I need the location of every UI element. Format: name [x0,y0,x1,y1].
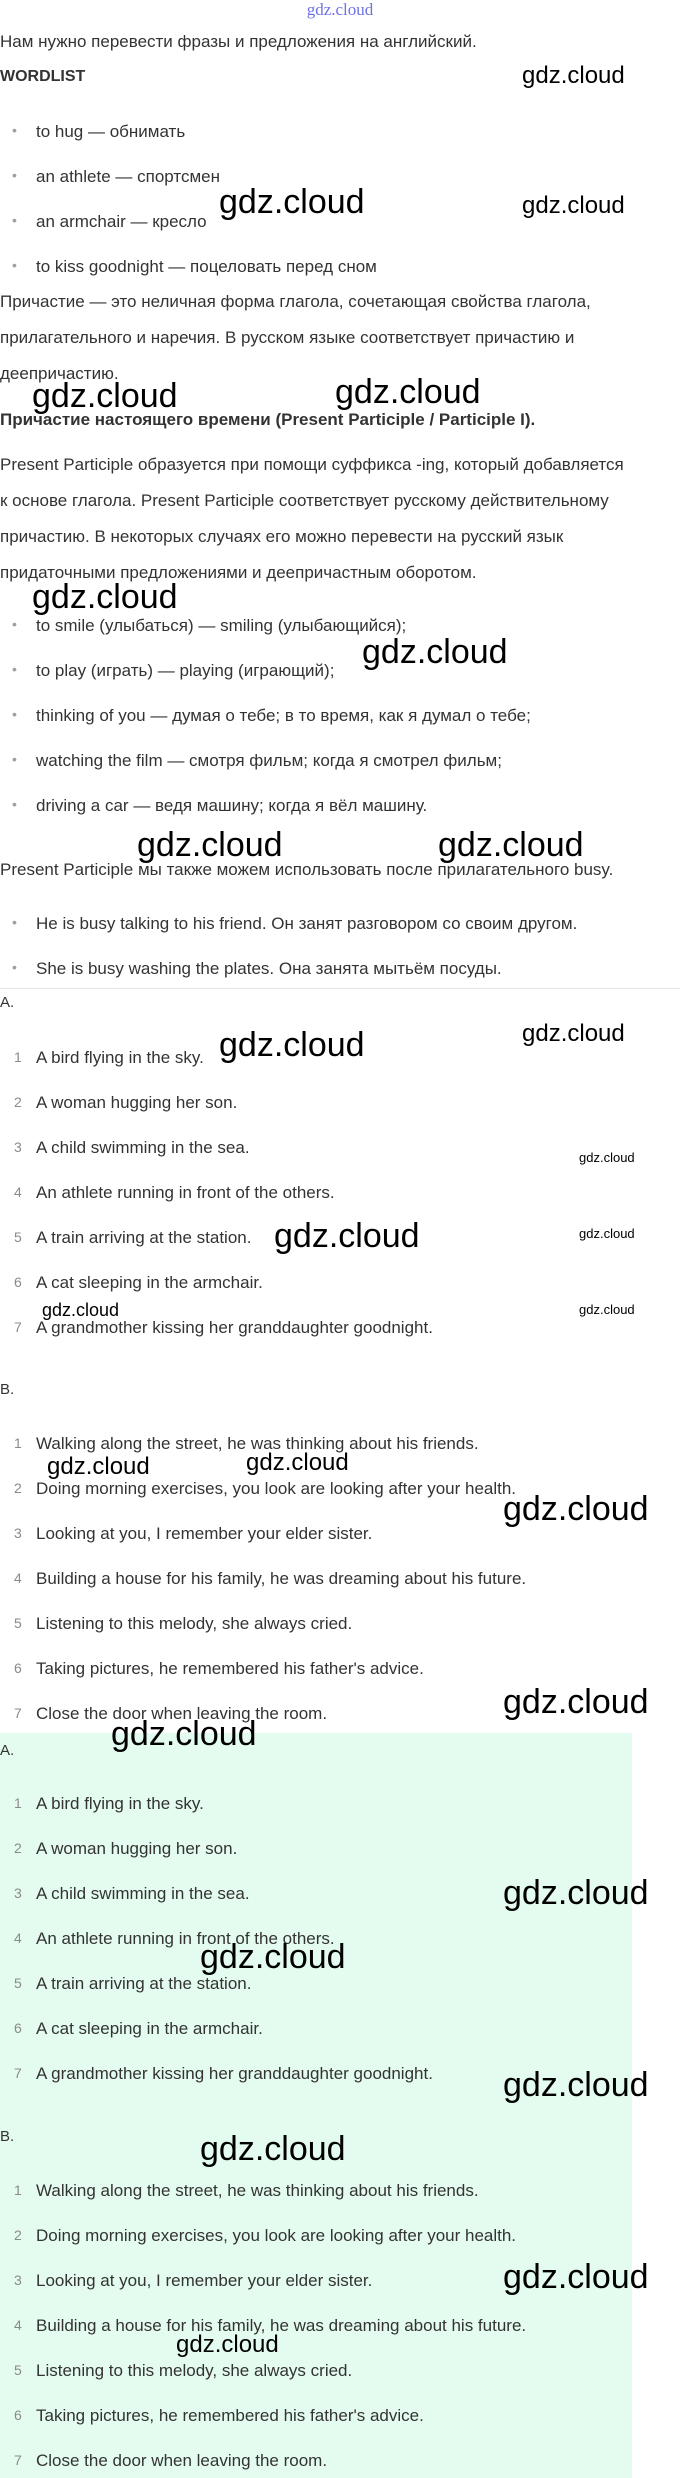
busy-example: • He is busy talking to his friend. Он занят разговором со своим другом. [36,914,577,934]
watermark-text: gdz.cloud [503,1874,649,1912]
task-b-item: Listening to this melody, she always cried. [36,1614,353,1633]
answer-a-item: A bird flying in the sky. [36,1794,204,1813]
wordlist-heading: WORDLIST [0,68,86,85]
item-number: 6 [14,1660,22,1676]
item-number: 2 [14,1840,22,1856]
example-item: • to smile (улыбаться) — smiling (улыбающийся); [36,616,406,636]
item-number: 2 [14,1094,22,1110]
answer-b-label: B. [0,2128,15,2145]
watermark-text: gdz.cloud [522,1020,625,1047]
watermark-text: gdz.cloud [503,2258,649,2296]
example-item: • to play (играть) — playing (играющий); [36,661,334,681]
answer-a-item: A child swimming in the sea. [36,1884,250,1903]
participle-intro-line: деепричастию. [0,364,119,383]
item-number: 2 [14,1480,22,1496]
answer-b-item: Doing morning exercises, you look are looking after your health. [36,2226,517,2245]
item-number: 5 [14,1229,22,1245]
answer-a-item: An athlete running in front of the others. [36,1929,335,1948]
watermark-text: gdz.cloud [219,183,365,221]
watermark-text: gdz.cloud [32,578,178,616]
watermark-text: gdz.cloud [274,1217,420,1255]
watermark-text: gdz.cloud [42,1300,120,1320]
task-a-item: A bird flying in the sky. [36,1048,204,1067]
item-number: 4 [14,2317,22,2333]
answer-a-item: A train arriving at the station. [36,1974,252,1993]
answer-a-item: A cat sleeping in the armchair. [36,2019,263,2038]
watermark-text: gdz.cloud [32,377,178,415]
answer-b-item: Walking along the street, he was thinking about his friends. [36,2181,479,2200]
item-number: 6 [14,2407,22,2423]
item-number: 3 [14,2272,22,2288]
watermark-text: gdz.cloud [579,1150,635,1165]
task-b-item: Taking pictures, he remembered his father's advice. [36,1659,424,1678]
answer-a-item: A grandmother kissing her granddaughter goodnight. [36,2064,433,2083]
item-number: 7 [14,2452,22,2468]
task-b-item: Walking along the street, he was thinking about his friends. [36,1434,479,1453]
answer-b-item: Close the door when leaving the room. [36,2451,328,2470]
site-title[interactable]: gdz.cloud [306,0,374,19]
watermark-text: gdz.cloud [503,2066,649,2104]
watermark-text: gdz.cloud [522,62,625,89]
section-b-label: B. [0,1381,15,1398]
task-a-item: A train arriving at the station. [36,1228,252,1247]
wordlist-item: • an armchair — кресло [36,212,207,232]
task-b-item: Building a house for his family, he was dreaming about his future. [36,1569,527,1588]
example-item: • watching the film — смотря фильм; когда я смотрел фильм; [36,751,502,771]
item-number: 1 [14,2182,22,2198]
watermark-text: gdz.cloud [246,1449,349,1476]
item-number: 6 [14,2020,22,2036]
task-a-item: A grandmother kissing her granddaughter goodnight. [36,1318,433,1337]
item-number: 3 [14,1885,22,1901]
task-b-item: Looking at you, I remember your elder sister. [36,1524,373,1543]
item-number: 5 [14,1975,22,1991]
watermark-text: gdz.cloud [137,826,283,864]
item-number: 1 [14,1049,22,1065]
item-number: 4 [14,1184,22,1200]
task-a-item: A cat sleeping in the armchair. [36,1273,263,1292]
wordlist-item: • an athlete — спортсмен [36,167,220,187]
watermark-text: gdz.cloud [579,1302,635,1317]
watermark-text: gdz.cloud [362,633,508,671]
task-a-item: An athlete running in front of the others. [36,1183,335,1202]
watermark-text: gdz.cloud [522,192,625,219]
watermark-text: gdz.cloud [335,373,481,411]
item-number: 3 [14,1525,22,1541]
busy-example: • She is busy washing the plates. Она занята мытьём посуды. [36,959,502,979]
item-number: 1 [14,1795,22,1811]
task-a-item: A child swimming in the sea. [36,1138,250,1157]
formation-line: Present Participle образуется при помощи суффикса -ing, который добавляется [0,455,624,474]
formation-line: к основе глагола. Present Participle соответствует русскому действительному [0,491,609,510]
task-a-item: A woman hugging her son. [36,1093,238,1112]
watermark-text: gdz.cloud [111,1715,257,1753]
item-number: 4 [14,1570,22,1586]
answer-b-item: Listening to this melody, she always cried. [36,2361,353,2380]
participle-intro-line: прилагательного и наречия. В русском языке соответствует причастию и [0,328,575,347]
item-number: 4 [14,1930,22,1946]
item-number: 7 [14,1705,22,1721]
watermark-text: gdz.cloud [579,1226,635,1241]
wordlist-item: • to kiss goodnight — поцеловать перед сном [36,257,377,277]
item-number: 7 [14,2065,22,2081]
watermark-text: gdz.cloud [200,1938,346,1976]
task-b-item: Doing morning exercises, you look are looking after your health. [36,1479,517,1498]
watermark-text: gdz.cloud [176,2331,279,2358]
divider [0,988,680,989]
answer-a-label: A. [0,1742,15,1759]
watermark-text: gdz.cloud [219,1026,365,1064]
item-number: 1 [14,1435,22,1451]
answer-b-item: Looking at you, I remember your elder sister. [36,2271,373,2290]
watermark-text: gdz.cloud [503,1490,649,1528]
formation-line: причастию. В некоторых случаях его можно перевести на русский язык [0,527,564,546]
watermark-text: gdz.cloud [438,826,584,864]
item-number: 5 [14,2362,22,2378]
example-item: • driving a car — ведя машину; когда я вёл машину. [36,796,427,816]
wordlist-item: • to hug — обнимать [36,122,185,142]
answer-b-item: Taking pictures, he remembered his father's advice. [36,2406,424,2425]
answer-a-item: A woman hugging her son. [36,1839,238,1858]
section-a-label: A. [0,994,15,1011]
item-number: 5 [14,1615,22,1631]
formation-line: придаточными предложениями и деепричастным оборотом. [0,563,477,582]
item-number: 7 [14,1319,22,1335]
watermark-text: gdz.cloud [47,1453,150,1480]
present-participle-heading: Причастие настоящего времени (Present Participle / Participle I). [0,410,536,429]
watermark-text: gdz.cloud [503,1683,649,1721]
instruction: Нам нужно перевести фразы и предложения на английский. [0,32,477,51]
example-item: • thinking of you — думая о тебе; в то время, как я думал о тебе; [36,706,531,726]
participle-intro-line: Причастие — это неличная форма глагола, сочетающая свойства глагола, [0,292,591,311]
item-number: 3 [14,1139,22,1155]
task-b-item: Close the door when leaving the room. [36,1704,328,1723]
item-number: 2 [14,2227,22,2243]
watermark-text: gdz.cloud [200,2130,346,2168]
busy-note: Present Participle мы также можем использовать после прилагательного busy. [0,860,614,879]
item-number: 6 [14,1274,22,1290]
answer-b-item: Building a house for his family, he was dreaming about his future. [36,2316,527,2335]
